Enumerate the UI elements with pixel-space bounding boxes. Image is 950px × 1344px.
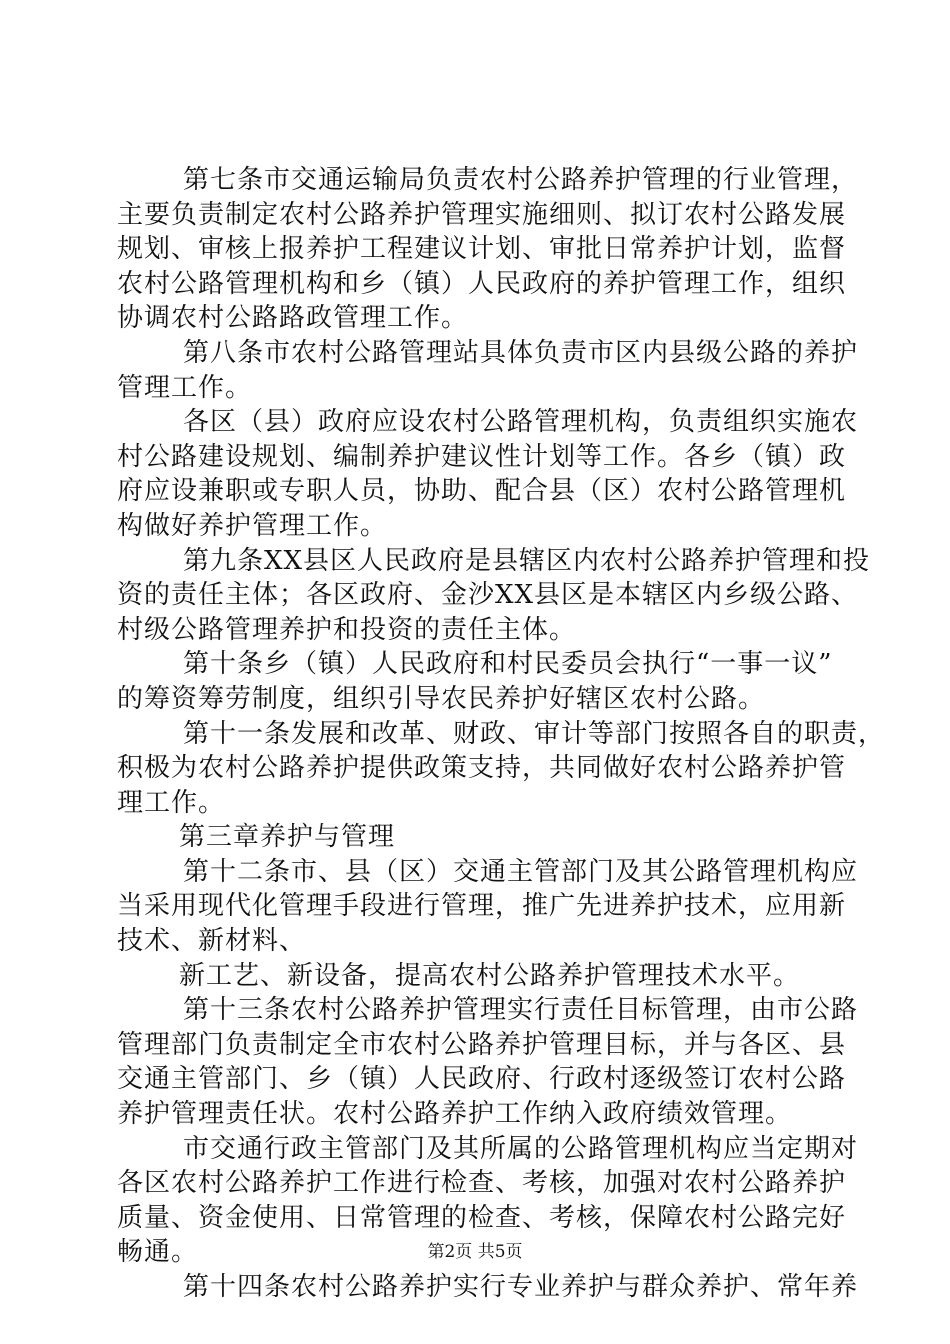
page-number: 第2页 共5页 bbox=[427, 1242, 523, 1262]
text-line: 第十二条市、县（区）交通主管部门及其公路管理机构应 bbox=[183, 856, 859, 887]
text-line: 技术、新材料、 bbox=[117, 926, 307, 957]
text-line: 协调农村公路路政管理工作。 bbox=[117, 303, 469, 334]
text-line: 主要负责制定农村公路养护管理实施细则、拟订农村公路发展 bbox=[117, 199, 847, 230]
text-line: 资的责任主体；各区政府、金沙XX县区是本辖区内乡级公路、 bbox=[117, 580, 859, 611]
text-line: 畅通。 bbox=[117, 1237, 199, 1268]
text-line: 府应设兼职或专职人员，协助、配合县（区）农村公路管理机 bbox=[117, 476, 847, 507]
text-line: 各区农村公路养护工作进行检查、考核，加强对农村公路养护 bbox=[117, 1168, 847, 1199]
text-line: 的筹资筹劳制度，组织引导农民养护好辖区农村公路。 bbox=[117, 683, 766, 714]
text-line: 第七条市交通运输局负责农村公路养护管理的行业管理， bbox=[183, 165, 859, 195]
text-line: 第十四条农村公路养护实行专业养护与群众养护、常年养 bbox=[183, 1272, 859, 1302]
text-line: 各区（县）政府应设农村公路管理机构，负责组织实施农 bbox=[183, 407, 859, 438]
text-line: 规划、审核上报养护工程建议计划、审批日常养护计划，监督 bbox=[117, 234, 847, 265]
text-line: 管理部门负责制定全市农村公路养护管理目标，并与各区、县 bbox=[117, 1029, 847, 1060]
text-line: 农村公路管理机构和乡（镇）人民政府的养护管理工作，组织 bbox=[117, 268, 847, 299]
text-line: 理工作。 bbox=[117, 787, 226, 818]
chapter-heading: 第三章养护与管理 bbox=[179, 822, 396, 853]
document-body bbox=[117, 163, 886, 1305]
text-line: 交通主管部门、乡（镇）人民政府、行政村逐级签订农村公路 bbox=[117, 1064, 847, 1095]
text-line: 构做好养护管理工作。 bbox=[117, 510, 388, 541]
text-line: 管理工作。 bbox=[117, 372, 253, 403]
text-line: 第十条乡（镇）人民政府和村民委员会执行“一事一议” bbox=[183, 649, 833, 680]
text-line: 村级公路管理养护和投资的责任主体。 bbox=[117, 614, 577, 645]
text-line: 质量、资金使用、日常管理的检查、考核，保障农村公路完好 bbox=[117, 1202, 847, 1233]
text-line: 养护管理责任状。农村公路养护工作纳入政府绩效管理。 bbox=[117, 1099, 793, 1130]
text-line: 当采用现代化管理手段进行管理，推广先进养护技术，应用新 bbox=[117, 891, 847, 922]
text-line: 市交通行政主管部门及其所属的公路管理机构应当定期对 bbox=[183, 1133, 859, 1164]
text-line: 积极为农村公路养护提供政策支持，共同做好农村公路养护管 bbox=[117, 753, 847, 784]
text-line: 第十三条农村公路养护管理实行责任目标管理，由市公路 bbox=[183, 995, 859, 1026]
text-line: 第九条XX县区人民政府是县辖区内农村公路养护管理和投 bbox=[183, 545, 871, 576]
text-line: 第十一条发展和改革、财政、审计等部门按照各自的职责， bbox=[183, 718, 886, 749]
text-line: 第八条市农村公路管理站具体负责市区内县级公路的养护 bbox=[183, 337, 859, 368]
text-line: 新工艺、新设备，提高农村公路养护管理技术水平。 bbox=[179, 960, 801, 991]
text-line: 村公路建设规划、编制养护建议性计划等工作。各乡（镇）政 bbox=[117, 441, 847, 472]
